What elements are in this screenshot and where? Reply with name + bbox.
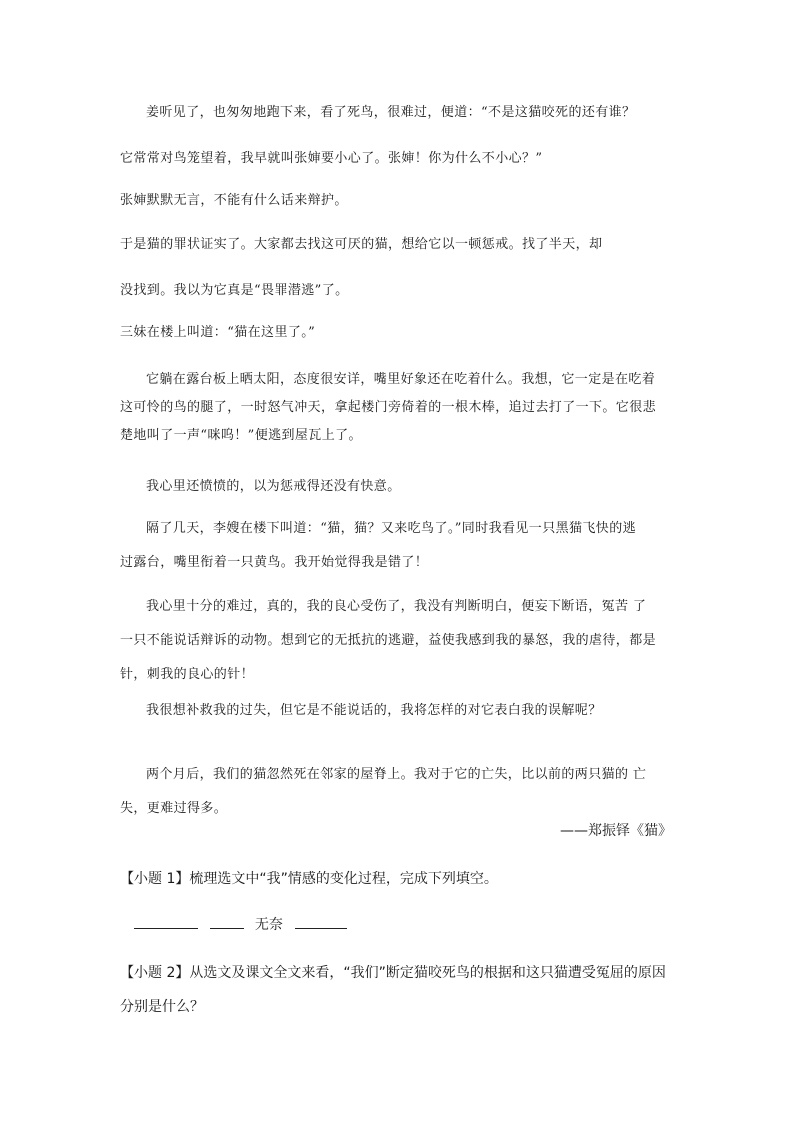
text-line: 它躺在露台板上晒太阳，态度很安详，嘴里好象还在吃着什么。我想，它一定是在吃着 [146, 372, 656, 387]
text-line: 姜听见了，也匆匆地跑下来，看了死鸟，很难过，便道：“不是这猫咬死的还有谁？ [146, 105, 636, 120]
question-1-text: 梳理选文中“我”情感的变化过程，完成下列填空。 [189, 871, 498, 887]
text-line: 过露台，嘴里衔着一只黄鸟。我开始觉得我是错了！ [120, 555, 429, 570]
question-2-text-line-2: 分别是什么？ [120, 999, 204, 1015]
blank-word: 无奈 [254, 917, 283, 933]
question-1 [120, 868, 680, 888]
text-line: 我很想补救我的过失，但它是不能说话的，我将怎样的对它表白我的误解呢？ [146, 703, 602, 718]
text-line: 隔了几天，李嫂在楼下叫道：“猫，猫？又来吃鸟了。”同时我看见一只黑猫飞快的逃 [146, 521, 636, 536]
passage-paragraph-8 [120, 590, 672, 692]
answer-blank-2[interactable] [210, 914, 244, 929]
text-line: 我心里十分的难过，真的，我的良心受伤了，我没有判断明白，便妄下断语，冤苦 了 [146, 599, 647, 614]
text-line: 两个月后，我们的猫忽然死在邻家的屋脊上。我对于它的亡失，比以前的两只猫的 亡 [146, 767, 647, 782]
text-line: 它常常对鸟笼望着，我早就叫张婶要小心了。张婶！你为什么不小心？” [120, 151, 543, 166]
text-line: 三妹在楼上叫道：“猫在这里了。” [120, 325, 316, 340]
passage-paragraph-6 [120, 472, 672, 502]
text-line: 楚地叫了一声“咪呜！”便逃到屋瓦上了。 [120, 428, 362, 443]
answer-blank-1[interactable] [134, 914, 198, 929]
text-line: 一只不能说话辩诉的动物。想到它的无抵抗的逃避，益使我感到我的暴怒，我的虐待，都是 [120, 633, 657, 648]
text-line: 针，刺我的良心的针！ [120, 667, 255, 682]
passage-paragraph-7 [120, 512, 672, 580]
question-1-answer-blanks [134, 914, 347, 934]
question-2-text-line-1: 从选文及课文全文来看，“我们”断定猫咬死鸟的根据和这只猫遭受冤屈的原因 [189, 965, 666, 981]
text-line: 这可怜的鸟的腿了，一时怒气冲天，拿起楼门旁倚着的一根木棒，追过去打了一下。它很悲 [120, 400, 657, 415]
text-line: 失，更难过得多。 [120, 801, 228, 816]
passage-paragraph-1 [120, 98, 672, 174]
text-line: 我心里还愤愤的，以为惩戒得还没有快意。 [146, 479, 401, 494]
text-line: 没找到。我以为它真是“畏罪潜逃”了。 [120, 283, 349, 298]
text-line: 张婶默默无言，不能有什么话来辩护。 [120, 193, 348, 208]
passage-paragraph-3 [120, 230, 672, 306]
passage-paragraph-5 [120, 366, 672, 450]
passage-paragraph-10 [120, 758, 672, 826]
question-2-label: 【小题 2】 [120, 965, 190, 981]
question-1-label: 【小题 1】 [120, 871, 190, 887]
passage-attribution: ——郑振铎《猫》 [560, 823, 672, 839]
passage-paragraph-4 [120, 318, 672, 348]
answer-blank-3[interactable] [295, 914, 347, 929]
passage-paragraph-9 [120, 696, 672, 726]
passage-paragraph-2 [120, 186, 672, 216]
text-line: 于是猫的罪状证实了。大家都去找这可厌的猫，想给它以一顿惩戒。找了半天，却 [120, 237, 603, 252]
question-2 [120, 956, 680, 1024]
